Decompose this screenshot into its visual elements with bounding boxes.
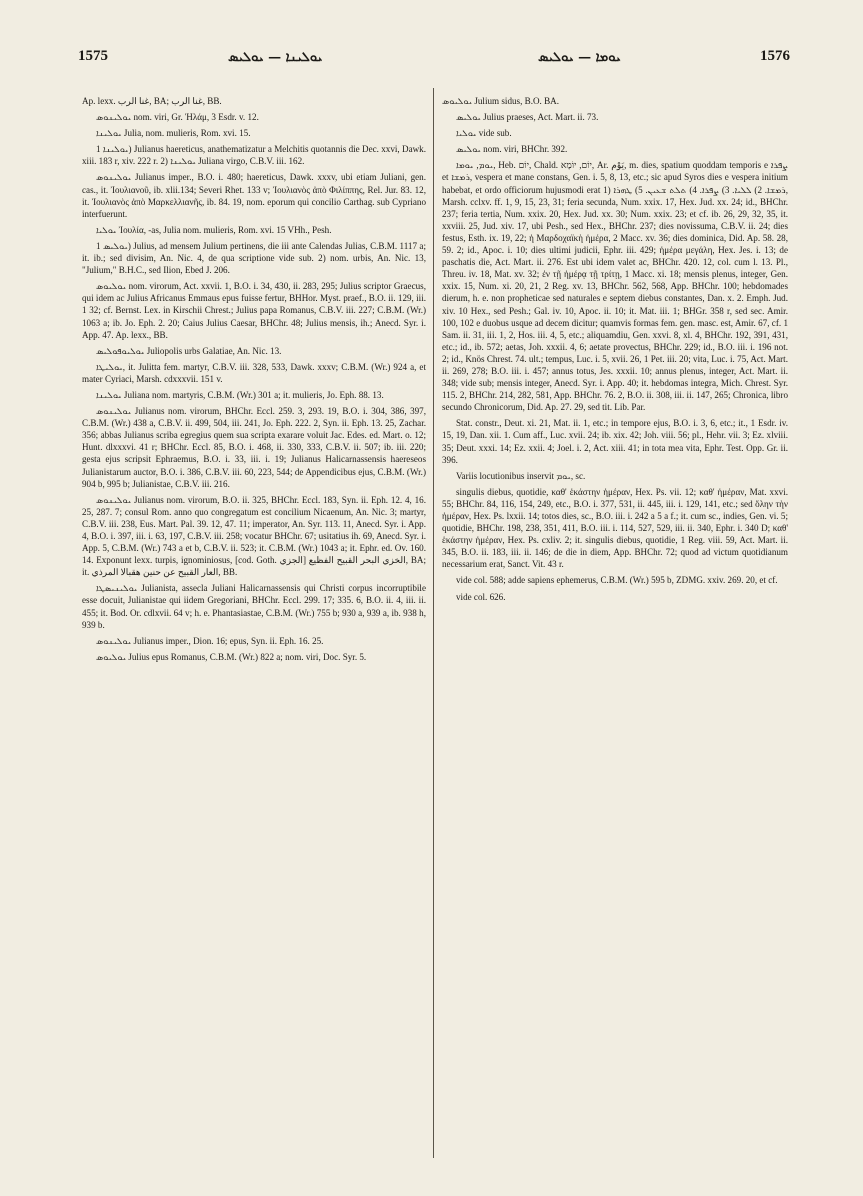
- page-header: [78, 48, 790, 72]
- dictionary-entry: vide col. 588; adde sapiens ephemerus, C.B.M. (Wr.) 595 b, ZDMG. xxiv. 269. 20, et cf.: [456, 575, 778, 586]
- dictionary-entry: ܝܘܠܝܘܣ Julium sidus, B.O. BA.: [442, 96, 559, 106]
- dictionary-entry: ܝܘܠܝܢܘܣ Julianus nom. virorum, BHChr. Eccl. 259. 3, 293. 19, B.O. i. 304, 386, 397, C.B.M. (Wr.) 438 a, C.B.V. ii. 499, 504, iii. 241, Jo. Eph. 222. 2, Syn. ii. Eph. 13. 25, Zachar. 356; abbas Julianus scriba egregius quem sua scripta exarare voluit Jac. Edes. ed. Mart. o. 12; Hunt. dlxxxvi. 41 r; BHChr. Eccl. 85, B.O. i. 468, ii. 330, 333, C.B.V. ii. 507; ib. iii. 220; gesta ejus scripsit Ephraemus, B.O. i. 33, iii. i. 19; Julianus Halicarnassensis haereseos Julianistarum auctor, B.O. i. 386, C.B.V. iii. 60, 223, 544; de Appendicibus ejus, C.B.M. (Wr.) 904 b, 995 b; Julianistae, C.B.V. iii. 216.: [82, 406, 426, 489]
- dictionary-entry: ܝܘܠܝܢܐ Juliana nom. martyris, C.B.M. (Wr.) 301 a; it. mulieris, Jo. Eph. 88. 13.: [96, 389, 384, 400]
- dictionary-entry: vide col. 626.: [456, 591, 506, 602]
- right-running-title: ܝܘܡܐ — ܝܘܠܝܣ: [538, 50, 621, 65]
- column-divider: [433, 88, 434, 1158]
- dictionary-entry: Variis locutionibus inservit ܝܘܡ, sc.: [456, 470, 586, 481]
- dictionary-entry: ܝܘܠܝܢܘܣ nom. viri, Gr. Ἠλάμ, 3 Esdr. v. 12.: [96, 112, 259, 123]
- dictionary-entry: ܝܘܠܝܢܐ 1) Julianus haereticus, anathematizatur a Melchitis quotannis die Dec. xxvi, Dawk. xiii. 183 r, xiv. 222 r. 2) ܝܘܠܝܢܐ Juliana virgo, C.B.V. iii. 162.: [82, 144, 426, 167]
- left-column: [82, 95, 426, 667]
- dictionary-entry: ܝܘܠܝܘܣ Julius epus Romanus, C.B.M. (Wr.) 822 a; nom. viri, Doc. Syr. 5.: [96, 651, 367, 662]
- dictionary-entry: ܝܘܠܝܘܦܘܠܝܣ Juliopolis urbs Galatiae, An. Nic. 13.: [96, 345, 282, 356]
- left-page-number: 1575: [78, 48, 108, 64]
- right-page-number: 1576: [760, 48, 790, 64]
- dictionary-entry: ܝܘܠܝܘܣ nom. virorum, Act. xxvii. 1, B.O. i. 34, 430, ii. 283, 295; Julius scriptor Graecus, qui idem ac Julius Africanus Emmaus epus fuisse fertur, BHHor. Myst. praef., B.O. ii. 129, iii. 1 32; cf. Bernst. Lex. in Kirschii Chrest.; Julius papa Romanus, C.B.V. iii. 227; C.B.M. (Wr.) 1063 a; ib. Jo. Eph. 2. 20; Caius Julius Caesar, BHChr. 48; Julius mensis, ih.; Anecd. Syr. i. App. 47. Ap. lexx., BB.: [82, 281, 426, 340]
- dictionary-entry: ܝܘܠܝܢܝܣܛܐ Julianista, assecla Juliani Halicarnassensis qui Christi corpus incorruptibile esse docuit, Julianistae qui iidem Gregoriani, BHChr. Eccl. 299. 17; 335. 6, B.O. ii. 4, iii. ii. 455; it. Bod. Or. cdlxvii. 64 v; h. e. Phantasiastae, C.B.M. (Wr.) 755 b; 930 a, 939 a, ib. 938 h, 939 b.: [82, 583, 426, 630]
- dictionary-entry: ܝܘܡ, ܝܘܡܐ, Heb. יוֹם, Chald. יוֹם, יוֹמָא, Ar. يَوْم, m. dies, spatium quoddam temporis e ܨܦܪܐ et ܪܡܫܐ, vespera et mane constans, Gen. i. 5, 8, 13, etc.; sic apud Syros dies e vespera initium habebat, et ordo officiorum hujusmodi erat 1) ܪܡܫܐ. 2) ܠܠܝܐ. 3) ܨܦܪܐ. 4) ܬܠܬ ܫܥܝܢ. 5) ܛܗܪܐ, Marsh. cclxv. ff. 1, 9, 15, 23, 31; feria secunda, Num. xxix. 17, Hex. Jud. xx. 24; id., BHChr. 237; feria tertia, Num. xxix. 20, Hex. Jud. xx. 30; Num. xxix. 23; et cf. ib. 26, 29, 32, 35, it. xxviii. 25, Jud. xiv. 17, ubi Pesh., sed Hex., BHChr. 237; dies novissuma, C.B.V. ii. 24; dies festus, Esth. ix. 19, 22; ἡ Μαρδοχαϊκὴ ἡμέρα, 2 Macc. xv. 36; dies dominica, Did. Ap. 58. 28, 59. 2; id., Apoc. i. 10; dies ultimi judicii, Ephr. iii. 429; ἡμέρα μεγάλη, Hex. Jes. i. 13; de paschatis die, Act. Mart. ii. 276. Est ubi idem valet ac, BHChr. 420. 12, col. cum l. 13. Pl., Threu. iv. 18, Mat. xv. 32; ἐν τῇ ἡμέρᾳ τῇ τρίτῃ, 1 Macc. xi. 18; mensis plenus, integer, Gen. xxix. 15, Num. xi. 20, 21, 2 Reg. xv. 13, BHChr. 562, 568, App. BHChr. 100; hebdomades dierum, h. e. non propheticae sed naturales e septem diebus constantes, Dan. x. 2. Emph. Jud. xiv. 10 Hex., sed Pesh.; Gal. iv. 10, Apoc. ii. 10; it. Mat. iii. 1; BHGr. 358 r, sed sec. Amir. 100, 102 e duobus usque ad decem dicitur; quamvis formas fem. gen. masc. est, Amir. 67, cf. 1 Sam. ii. 31, iii. 1, 2, Hos. iii. 4, 5, etc.; aliquamdiu, Gen. xxvi. 8, xl. 4, BHChr. 192, 391, 431, etc.; id., ib. 572; aetas, Joh. xxxii. 4, 6; aetate provectus, BHChr. 229; id., B.O. iii. i. 196 not. 2; id., Knös Chrest. 74. ult.; tempus, Luc. i. 5, xvii. 26, 1 Pet. iii. 20; vita, Luc. i. 75, Act. Mart. ii. 269, 278; B.O. iii. i. 457; annus totus, Jes. xxxii. 10; annus plenus, integer, Act. Mart. ii. 348; vide sub; mensis integer, Anecd. Syr. i. App. 40; it. hebdomas integra, Mich. Chrest. Syr. 115. 2, BHChr. 214, 282, 581, App. BHChr. 76. 2, B.O. ii. 308, iii. ii. 147, 265; Chronica, libro secundo Chronicorum, Did. Ap. 27. 29, sed tit. Lib. Par.: [442, 160, 789, 413]
- dictionary-entry: ܝܘܠܝܢܘܣ Julianus imper., Dion. 16; epus, Syn. ii. Eph. 16. 25.: [96, 635, 324, 646]
- dictionary-entry: ܝܘܠܝܣ nom. viri, BHChr. 392.: [456, 144, 568, 155]
- dictionary-entry: Stat. constr., Deut. xi. 21, Mat. ii. 1, etc.; in tempore ejus, B.O. i. 3, 6, etc.; it., 1 Esdr. iv. 15, 19, Dan. xii. 1. Cum aff., Luc. xvii. 24; ib. xix. 42; Joh. viii. 56; pl., Hehr. vii. 3; Ez. xlviii. 35; Deut. xxxi. 14; Ez. xxii. 4; Joel. i. 2, Act. xiii. 41; in tota mea vita, Ephr. Test. Opp. Gr. ii. 396.: [442, 418, 788, 465]
- dictionary-entry: Ap. lexx. غنا الرب, BA; غنا الرب, BB.: [82, 96, 222, 106]
- dictionary-entry: ܝܘܠܝܢܐ Julia, nom. mulieris, Rom. xvi. 15.: [96, 128, 251, 139]
- dictionary-entry: ܝܘܠܝܐ vide sub.: [456, 128, 512, 139]
- dictionary-entry: ܝܘܠܝܣ Julius praeses, Act. Mart. ii. 73.: [456, 112, 599, 123]
- dictionary-entry: ܝܘܠܝܢܘܣ Julianus nom. virorum, B.O. ii. 325, BHChr. Eccl. 183, Syn. ii. Eph. 12. 4, 16. 25, 287. 7; consul Rom. anno quo congregatum est concilium Nicaenum, An. Nic. 3; martyr, C.B.V. iii. 238, Eus. Mart. Pal. 39. 12, 47. 11; imperator, An. Syr. 113. 11, Anecd. Syr. i. App. 4, B.O. i. 397, iii. i. 63, 197, C.B.V. iii. 258; vocatur BHChr. 67; usitatius ih. 69, Anecd. Syr. i. App. 5, C.B.M. (Wr.) 743 a et b, C.B.V. ii. 523; it. C.B.M. (Wr.) 1043 a; it. Ephr. ed. Ov. 160. 14. Exponunt lexx. turpis, ignominiosus, [cod. Goth. الجزي] الخزي البحر القبيح الفظيع, BA; it. العار القبيح عن حنين هقبالا المرذي, BB.: [82, 494, 426, 578]
- dictionary-entry: singulis diebus, quotidie, καθ' ἑκάστην ἡμέραν, Hex. Ps. vii. 12; καθ' ἡμέραν, Mat. xxvi. 55; BHChr. 84, 116, 154, 249, etc., B.O. i. 377, 531, ii. 445, iii. i. 129, 141, etc.; sed ὅλην τὴν ἡμέραν, Hex. Ps. lxxii. 14; totos dies, sc., B.O. iii. i. 242 a 5 a f.; it. cum sc., indies, Gen. vi. 5; quotidie, BHChr. 198, 238, 351, 411, B.O. iii. i. 114, 527, 529, iii. ii. 340, Ephr. i. 340 D; καθ' ἑκάστην ἡμέραν, Hex. Ps. cxliv. 2; it. singulis diebus, quotidie, 1 Reg. viii. 59, Act. Mart. ii. 345, B.O. ii. 183, iii. ii. 146; de die in diem, App. BHChr. 72; quod ad victum quotidianum necessarium erat, Sanct. Vit. 43 r.: [442, 486, 788, 570]
- dictionary-entry: ܝܘܠܝܛܐ, it. Julitta fem. martyr, C.B.V. iii. 328, 533, Dawk. xxxv; C.B.M. (Wr.) 924 a, et mater Cyriaci, Marsh. cdxxxvii. 151 v.: [82, 361, 426, 384]
- left-running-title: ܝܘܠܝܢܐ — ܝܘܠܝܣ: [228, 50, 323, 65]
- dictionary-entry: ܝܘܠܝܣ 1) Julius, ad mensem Julium pertinens, die iii ante Calendas Julias, C.B.M. 1117 a; it. ib.; sed divisim, An. Nic. 4, de qua scriptione vide sub. 2) nom. urbis, An. Nic. 13, "Julium," B.H.C., sed Ilion, Ebed J. 206.: [82, 240, 426, 276]
- dictionary-entry: ܝܘܠܝܐ Ἰουλία, -as, Julia nom. mulieris, Rom. xvi. 15 VHh., Pesh.: [96, 224, 332, 235]
- right-column: [442, 95, 788, 607]
- dictionary-entry: ܝܘܠܝܢܘܣ Julianus imper., B.O. i. 480; haereticus, Dawk. xxxv, ubi etiam Juliani, gen. cas., it. Ἰουλιανοῦ, ib. xlii.134; Severi Rhet. 133 v; Ἰουλιανὸς ἀπὸ Φιλίππης, Rel. Jur. 83. 12, it. Ἰουλιανὸς ἀπὸ Μαρκελλιανῆς, ib. 84. 19, nom. eporum qui concilio Carthag. sub Cypriano interfuerunt.: [82, 172, 426, 219]
